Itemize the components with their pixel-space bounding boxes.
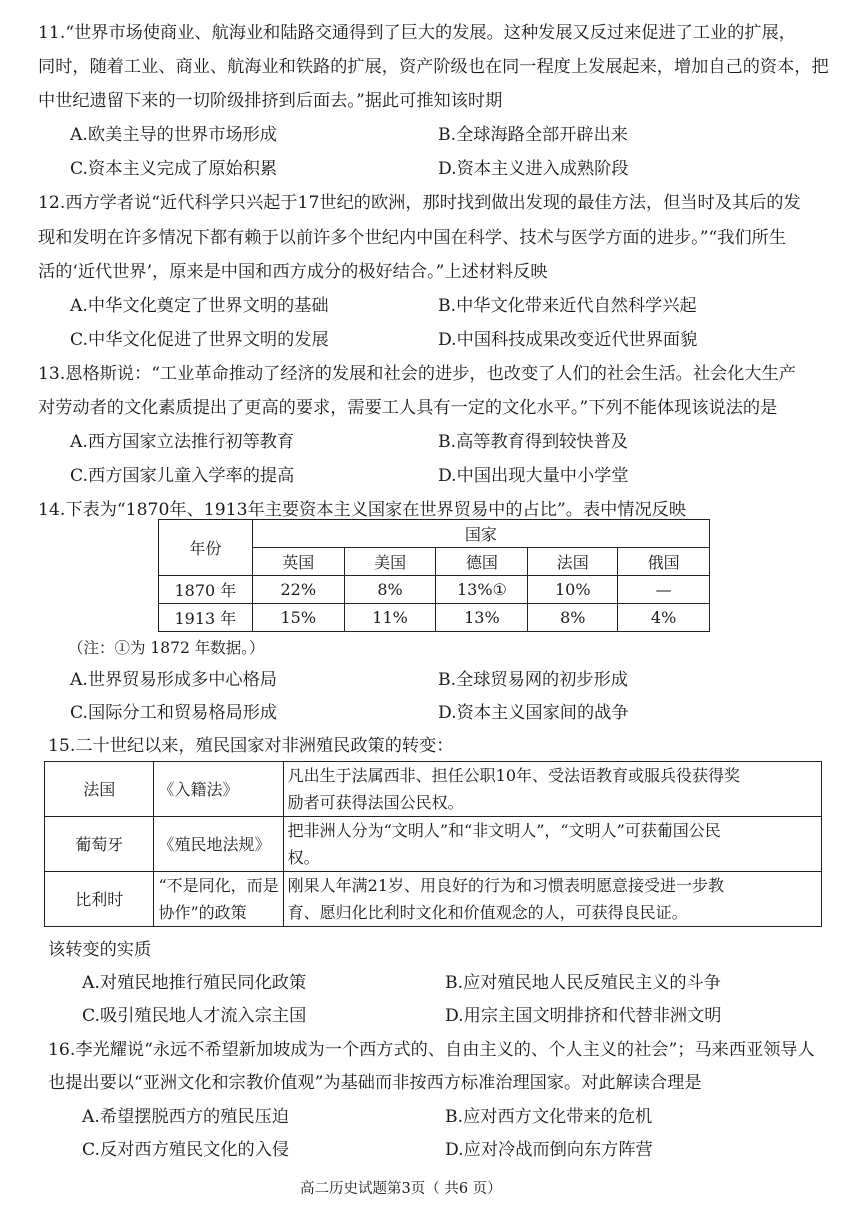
q15-option-b: B.应对殖民地人民反殖民主义的斗争 [445, 973, 721, 993]
q11-option-d: D.资本主义进入成熟阶段 [438, 159, 629, 179]
q13-option-d: D.中国出现大量中小学堂 [438, 466, 629, 486]
page-footer: 高二历史试题第3页（ 共6 页） [300, 1181, 502, 1197]
q15-stem: 15.二十世纪以来，殖民国家对非洲殖民政策的转变： [48, 736, 454, 756]
table-cell: 13%① [436, 576, 528, 604]
q15-after: 该转变的实质 [48, 940, 152, 960]
table-row [45, 872, 822, 927]
table-cell: 22% [252, 576, 344, 604]
table-header-country-group: 国家 [252, 520, 709, 548]
q15-policy-table [44, 761, 822, 927]
q11-option-c: C.资本主义完成了原始积累 [70, 159, 278, 179]
q16-option-d: D.应对冷战而倒向东方阵营 [445, 1140, 653, 1160]
table-row [45, 762, 822, 817]
table-row [159, 604, 710, 632]
table-cell: 11% [344, 604, 436, 632]
table-cell-content [283, 817, 821, 872]
table-cell-country: 葡萄牙 [45, 817, 154, 872]
content-line: 励者可获得法国公民权。 [287, 793, 464, 812]
q11-stem-line-2: 同时，随着工业、商业、航海业和铁路的扩展，资产阶级也在同一程度上发展起来，增加自己的资本，把 [38, 57, 829, 77]
q15-option-a: A.对殖民地推行殖民同化政策 [82, 973, 307, 993]
q15-option-d: D.用宗主国文明排挤和代替非洲文明 [445, 1006, 722, 1026]
q14-stem: 14.下表为“1870年、1913年主要资本主义国家在世界贸易中的占比”。表中情况反映 [38, 500, 687, 520]
table-cell-year: 1913 年 [159, 604, 253, 632]
q12-stem-line-3: 活的‘近代世界’，原来是中国和西方成分的极好结合。”上述材料反映 [38, 262, 548, 282]
q14-option-a: A.世界贸易形成多中心格局 [70, 670, 277, 690]
q16-option-a: A.希望摆脱西方的殖民压迫 [82, 1107, 289, 1127]
q12-option-b: B.中华文化带来近代自然科学兴起 [438, 296, 697, 316]
table-cell-policy [154, 872, 283, 927]
content-line: 刚果人年满21岁、用良好的行为和习惯表明愿意接受进一步教 [287, 876, 725, 895]
table-cell-content [283, 872, 821, 927]
table-header-country: 俄国 [618, 548, 710, 576]
q11-option-b: B.全球海路全部开辟出来 [438, 125, 628, 145]
content-line: 把非洲人分为“文明人”和“非文明人”，“文明人”可获葡国公民 [287, 821, 721, 840]
table-header-country: 美国 [344, 548, 436, 576]
q13-option-a: A.西方国家立法推行初等教育 [70, 432, 295, 452]
table-header-year: 年份 [159, 520, 253, 576]
q12-stem-line-1: 12.西方学者说“近代科学只兴起于17世纪的欧洲，那时找到做出发现的最佳方法，但当时及其后的发 [38, 193, 801, 213]
table-cell-country: 法国 [45, 762, 154, 817]
q11-option-a: A.欧美主导的世界市场形成 [70, 125, 277, 145]
q14-option-c: C.国际分工和贸易格局形成 [70, 703, 278, 723]
table-cell-year: 1870 年 [159, 576, 253, 604]
q16-stem-line-2: 也提出要以“亚洲文化和宗教价值观”为基础而非按西方标准治理国家。对此解读合理是 [48, 1073, 702, 1093]
policy-line: 协作”的政策 [158, 903, 247, 922]
table-cell: 13% [436, 604, 528, 632]
table-cell: — [618, 576, 710, 604]
table-cell-policy: 《入籍法》 [154, 762, 283, 817]
content-line: 育、愿归化比利时文化和价值观念的人，可获得良民证。 [287, 903, 688, 922]
table-header-country: 法国 [528, 548, 618, 576]
table-header-country: 德国 [436, 548, 528, 576]
table-cell: 15% [252, 604, 344, 632]
q16-option-b: B.应对西方文化带来的危机 [445, 1107, 653, 1127]
q12-option-c: C.中华文化促进了世界文明的发展 [70, 330, 329, 350]
q14-note: （注：①为 1872 年数据。） [68, 639, 265, 657]
q13-stem-line-2: 对劳动者的文化素质提出了更高的要求，需要工人具有一定的文化水平。”下列不能体现该说法的是 [38, 398, 778, 418]
table-cell: 4% [618, 604, 710, 632]
table-cell: 10% [528, 576, 618, 604]
q12-option-d: D.中国科技成果改变近代世界面貌 [438, 330, 698, 350]
q11-stem-line-3: 中世纪遗留下来的一切阶级排挤到后面去。”据此可推知该时期 [38, 91, 503, 111]
q13-stem-line-1: 13.恩格斯说：“工业革命推动了经济的发展和社会的进步，也改变了人们的社会生活。社会化大生产 [38, 364, 796, 384]
q16-stem-line-1: 16.李光耀说“永远不希望新加坡成为一个西方式的、自由主义的、个人主义的社会”；马来西亚领导人 [48, 1040, 815, 1060]
table-cell-content [283, 762, 821, 817]
content-line: 凡出生于法属西非、担任公职10年、受法语教育或服兵役获得奖 [287, 766, 741, 785]
table-cell: 8% [344, 576, 436, 604]
policy-line: “不是同化，而是 [158, 876, 279, 895]
table-cell-policy: 《殖民地法规》 [154, 817, 283, 872]
table-header-country: 英国 [252, 548, 344, 576]
table-row [45, 817, 822, 872]
content-line: 权。 [287, 848, 320, 867]
q12-option-a: A.中华文化奠定了世界文明的基础 [70, 296, 329, 316]
q14-trade-table [158, 519, 710, 632]
q12-stem-line-2: 现和发明在许多情况下都有赖于以前许多个世纪内中国在科学、技术与医学方面的进步。”“我们所生 [38, 228, 787, 248]
table-cell: 8% [528, 604, 618, 632]
q13-option-c: C.西方国家儿童入学率的提高 [70, 466, 295, 486]
q14-option-d: D.资本主义国家间的战争 [438, 703, 629, 723]
q16-option-c: C.反对西方殖民文化的入侵 [82, 1140, 290, 1160]
q14-option-b: B.全球贸易网的初步形成 [438, 670, 628, 690]
q13-option-b: B.高等教育得到较快普及 [438, 432, 628, 452]
q15-option-c: C.吸引殖民地人才流入宗主国 [82, 1006, 307, 1026]
table-row [159, 576, 710, 604]
q11-stem-line-1: 11.“世界市场使商业、航海业和陆路交通得到了巨大的发展。这种发展又反过来促进了工业的扩展， [38, 23, 796, 43]
table-cell-country: 比利时 [45, 872, 154, 927]
